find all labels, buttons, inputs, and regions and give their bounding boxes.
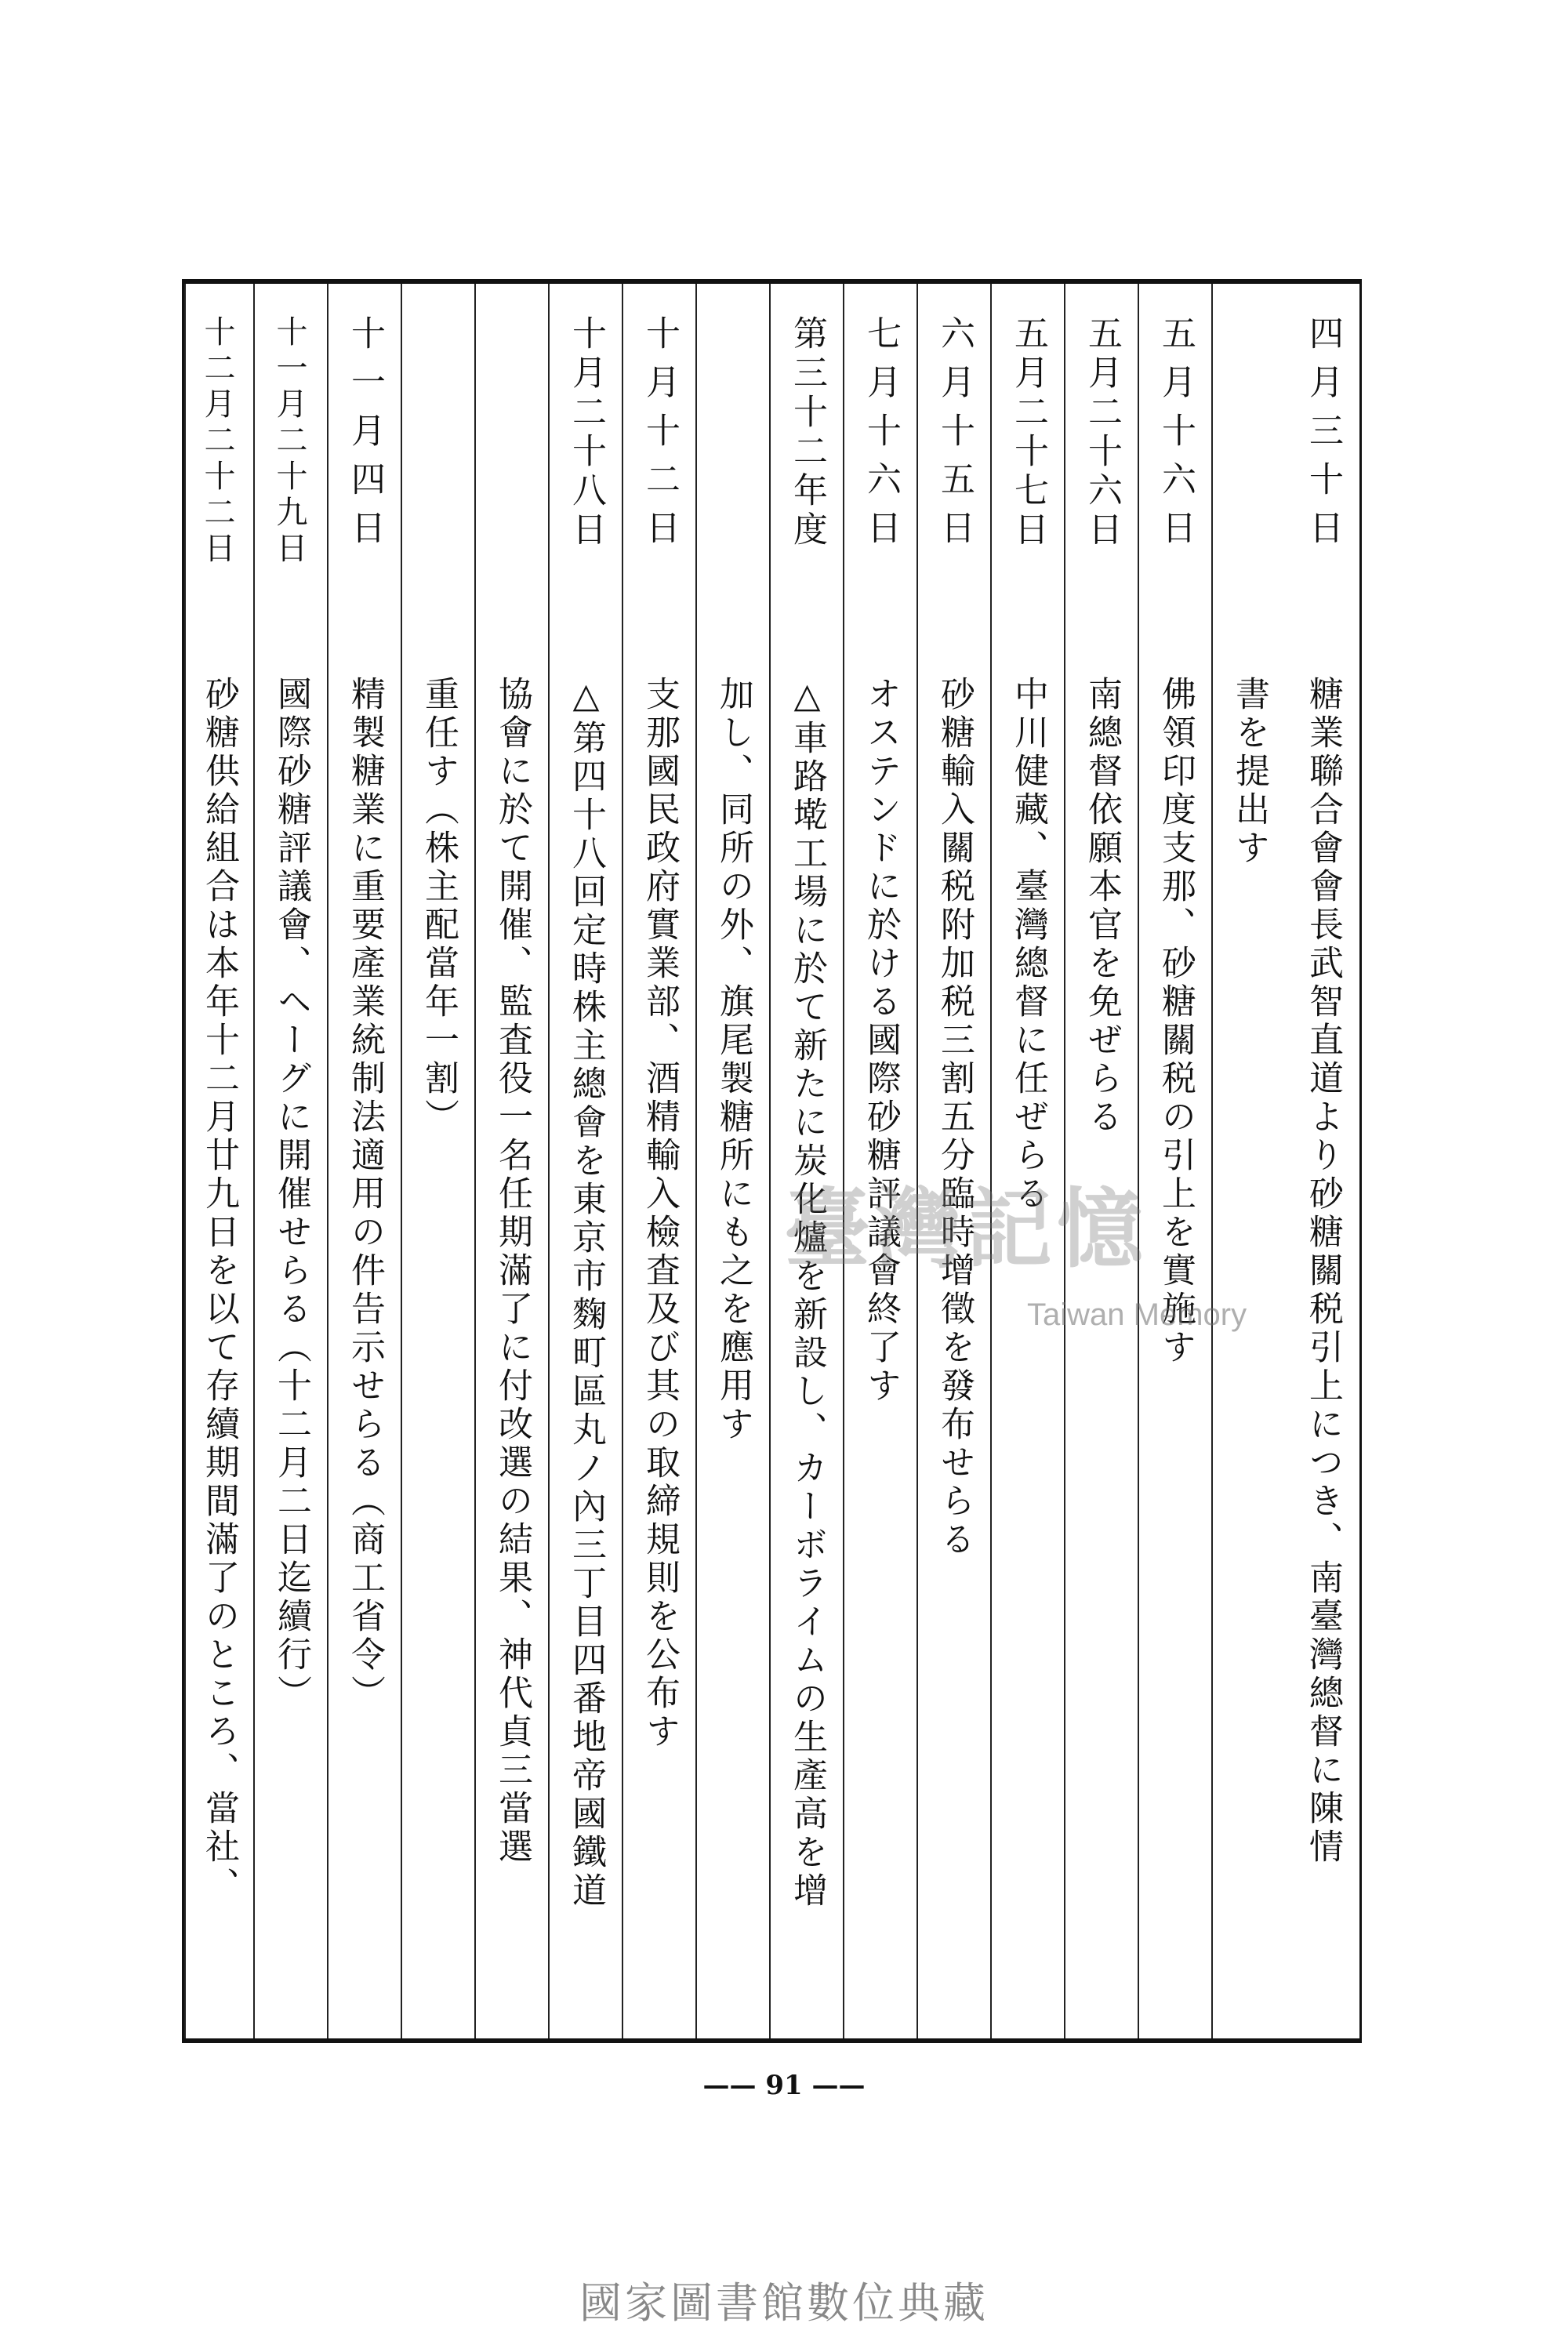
entry-text: 支那國民政府實業部、酒精輸入檢査及び其の取締規則を公布す bbox=[640, 676, 680, 1751]
entry-text: 中川健藏、臺灣總督に任ぜらる bbox=[1008, 676, 1048, 1214]
entry-text: 砂糖輸入關税附加税三割五分臨時增徵を發布せらる bbox=[935, 676, 975, 1559]
entry-text: △車路墘工場に於て新たに炭化爐を新設し、カーボライムの生產高を增 bbox=[787, 676, 827, 1911]
entry-date: 十一月四日 bbox=[345, 315, 385, 558]
entry-date: 十月十二日 bbox=[640, 315, 680, 558]
footer-credit: 國家圖書館數位典藏 bbox=[579, 2278, 989, 2328]
page-number: —— 91 —— bbox=[702, 2070, 866, 2101]
column-15 bbox=[253, 284, 327, 2038]
entry-text: △第四十八回定時株主總會を東京市麴町區丸ノ內三丁目四番地帝國鐵道 bbox=[566, 676, 606, 1911]
entry-text: オステンドに於ける國際砂糖評議會終了す bbox=[861, 676, 901, 1406]
column-10 bbox=[622, 284, 695, 2038]
entry-date: 十一月二十九日 bbox=[271, 315, 307, 568]
watermark-logo: 臺灣記憶 bbox=[784, 1178, 1148, 1279]
entry-date: 十月二十八日 bbox=[566, 315, 606, 550]
column-16 bbox=[184, 284, 253, 2038]
entry-text: 砂糖供給組合は本年十二月廿九日を以て存續期間滿了のところ、當社、 bbox=[199, 676, 239, 1905]
page-frame bbox=[182, 279, 1362, 2043]
entry-date: 五月二十七日 bbox=[1008, 315, 1048, 550]
column-13 bbox=[401, 284, 474, 2038]
entry-date: 四月三十日 bbox=[1303, 315, 1343, 558]
entry-date: 六月十五日 bbox=[935, 315, 975, 558]
column-1 bbox=[1285, 284, 1362, 2038]
entry-text: 重任す（株主配當年一割） bbox=[419, 676, 459, 1137]
watermark-subtitle: Taiwan Memory bbox=[1027, 1298, 1247, 1332]
entry-text: 佛領印度支那、砂糖關税の引上を實施す bbox=[1156, 676, 1196, 1367]
entry-date: 五月十六日 bbox=[1156, 315, 1196, 558]
column-11 bbox=[548, 284, 622, 2038]
column-3 bbox=[1138, 284, 1211, 2038]
entry-date: 第三十二年度 bbox=[787, 315, 827, 550]
entry-date: 十二月二十二日 bbox=[199, 315, 235, 568]
column-12 bbox=[474, 284, 548, 2038]
entry-date: 七月十六日 bbox=[861, 315, 901, 558]
entry-text: 書を提出す bbox=[1229, 676, 1269, 868]
column-9 bbox=[695, 284, 769, 2038]
entry-text: 糖業聯合會會長武智直道より砂糖關税引上につき、南臺灣總督に陳情 bbox=[1303, 676, 1343, 1867]
column-14 bbox=[327, 284, 401, 2038]
entry-text: 協會に於て開催、監査役一名任期滿了に付改選の結果、神代貞三當選 bbox=[492, 676, 532, 1867]
column-2 bbox=[1211, 284, 1285, 2038]
entry-text: 國際砂糖評議會、ヘーグに開催せらる（十二月二日迄續行） bbox=[271, 676, 311, 1713]
entry-text: 加し、同所の外、旗尾製糖所にも之を應用す bbox=[713, 676, 753, 1444]
entry-text: 南總督依願本官を免ぜらる bbox=[1082, 676, 1122, 1137]
entry-text: 精製糖業に重要產業統制法適用の件告示せらる（商工省令） bbox=[345, 676, 385, 1713]
entry-date: 五月二十六日 bbox=[1082, 315, 1122, 550]
